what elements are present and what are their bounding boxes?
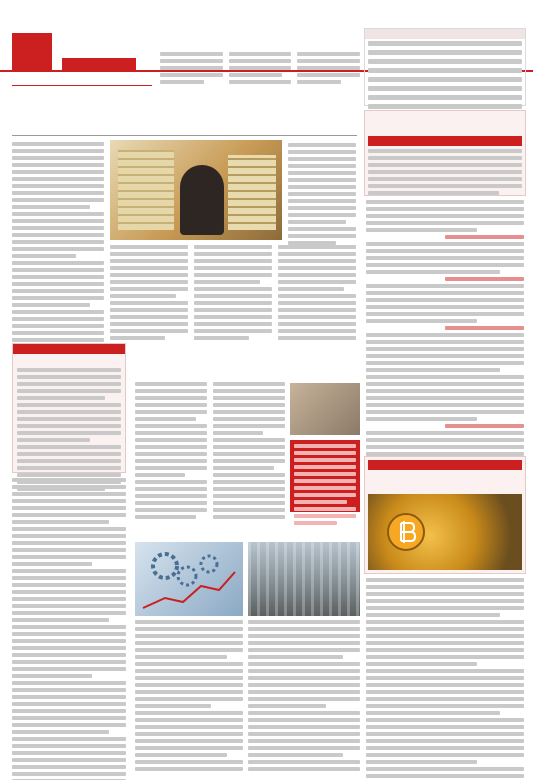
right-sidebar — [364, 110, 526, 770]
lower-right-photo — [248, 542, 360, 616]
lead-photo-banknotes — [118, 150, 174, 230]
bitcoin-icon — [386, 512, 426, 552]
crypto-headline — [368, 472, 522, 494]
lead-photo — [110, 140, 282, 240]
masthead-rule — [12, 85, 152, 86]
middle-body — [135, 382, 285, 512]
market-table-header — [365, 29, 525, 39]
market-box-header — [13, 344, 125, 354]
poll-block — [364, 110, 526, 196]
market-table-rows — [365, 39, 525, 115]
middle-headline — [135, 360, 360, 378]
top-brief — [160, 38, 360, 94]
lead-rule — [12, 135, 357, 136]
sidebar-list — [364, 196, 526, 456]
lead-lede — [288, 142, 356, 238]
lead-photo-figure — [180, 165, 224, 235]
date-line — [14, 74, 154, 84]
middle-highlight-box — [290, 440, 360, 512]
lower-right-story — [248, 518, 360, 770]
lower-left-headline — [135, 518, 243, 542]
market-box-headline — [13, 354, 125, 366]
lead-body — [110, 245, 356, 335]
middle-photo — [290, 383, 360, 435]
market-table — [364, 28, 526, 106]
newspaper-logo — [60, 33, 138, 55]
page-number-box — [12, 33, 52, 71]
section-label — [62, 58, 136, 71]
market-box — [12, 343, 126, 473]
lower-left-photo — [135, 542, 243, 616]
growth-chart-icon — [135, 542, 243, 616]
poll-section — [368, 136, 522, 146]
lower-left-story — [135, 518, 243, 770]
poll-title — [368, 114, 522, 136]
lead-left-column — [12, 142, 104, 342]
crypto-photo — [368, 494, 522, 570]
lead-photo-banknotes-right — [228, 155, 276, 230]
lower-right-headline — [248, 518, 360, 542]
lead-headline — [12, 108, 357, 132]
lead-kicker — [12, 98, 352, 108]
crypto-section — [368, 460, 522, 470]
crypto-block — [364, 456, 526, 574]
right-sidebar-bottom — [364, 574, 526, 764]
top-brief-body — [160, 52, 360, 87]
left-column-body — [12, 478, 126, 768]
top-brief-headline — [160, 38, 360, 49]
middle-kicker — [135, 348, 360, 358]
